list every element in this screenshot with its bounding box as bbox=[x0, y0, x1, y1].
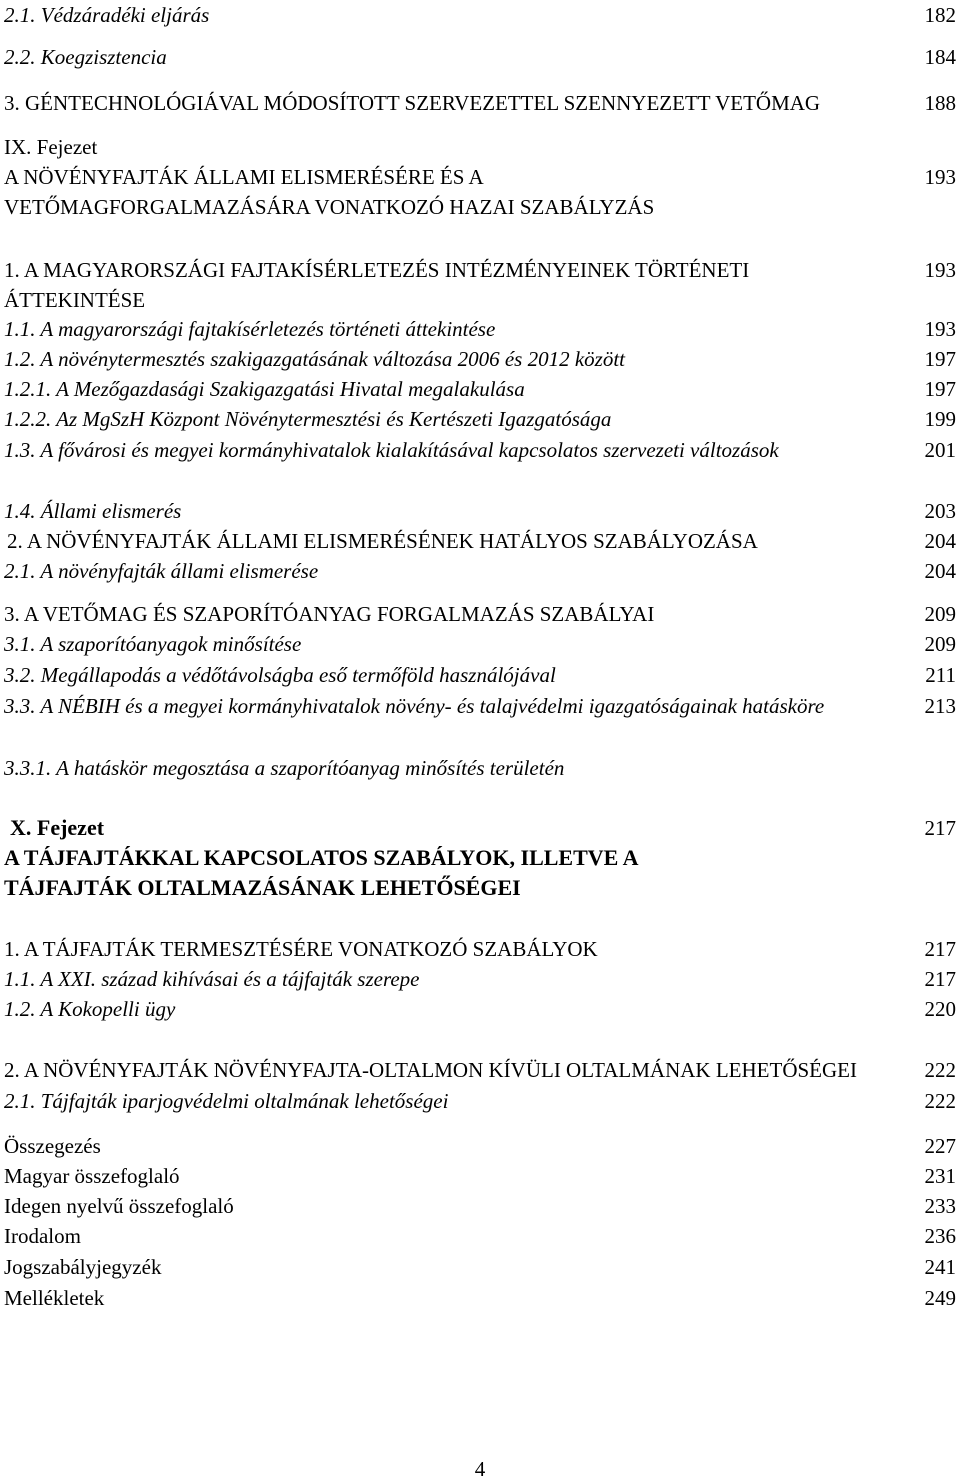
toc-entry-label: 1.1. A XXI. század kihívásai és a tájfajták szerepe bbox=[4, 967, 420, 991]
toc-entry-page: 209 bbox=[924, 602, 956, 626]
toc-entry-page: 193 bbox=[924, 258, 956, 282]
toc-entry-label: 2. A NÖVÉNYFAJTÁK NÖVÉNYFAJTA-OLTALMON KÍVÜLI OLTALMÁNAK LEHETŐSÉGEI bbox=[4, 1058, 857, 1082]
toc-entry-label: 3.3.1. A hatáskör megosztása a szaporítóanyag minősítés területén bbox=[4, 756, 565, 780]
toc-entry-page: 182 bbox=[924, 3, 956, 27]
toc-entry-label: 1.2.2. Az MgSzH Központ Növénytermesztési és Kertészeti Igazgatósága bbox=[4, 407, 612, 431]
toc-entry-page: 249 bbox=[924, 1286, 956, 1310]
toc-entry-page: 197 bbox=[924, 347, 956, 371]
chapter-title-line: A TÁJFAJTÁKKAL KAPCSOLATOS SZABÁLYOK, ILLETVE A bbox=[4, 845, 639, 870]
toc-entry-label: 1.3. A fővárosi és megyei kormányhivatalok kialakításával kapcsolatos szervezeti változások bbox=[4, 438, 779, 462]
toc-entry-page: 204 bbox=[924, 529, 956, 553]
toc-entry-page: 222 bbox=[924, 1058, 956, 1082]
toc-entry-label: 2.1. Tájfajták iparjogvédelmi oltalmának lehetőségei bbox=[4, 1089, 449, 1113]
toc-entry-label: Mellékletek bbox=[4, 1286, 105, 1310]
toc-entry-page: 220 bbox=[924, 997, 956, 1021]
toc-entry-line: ÁTTEKINTÉSE bbox=[4, 288, 146, 312]
toc-entry-page: 193 bbox=[924, 165, 956, 189]
toc-entry-page: 201 bbox=[924, 438, 956, 462]
toc-entry-label: 1.1. A magyarországi fajtakísérletezés történeti áttekintése bbox=[4, 317, 496, 341]
toc-entry-page: 197 bbox=[924, 377, 956, 401]
toc-entry-label: 1. A TÁJFAJTÁK TERMESZTÉSÉRE VONATKOZÓ SZABÁLYOK bbox=[4, 937, 598, 961]
toc-entry-page: 236 bbox=[924, 1224, 956, 1248]
toc-entry-label: 2.1. Védzáradéki eljárás bbox=[4, 3, 210, 27]
toc-entry-label: 1.2. A Kokopelli ügy bbox=[4, 997, 176, 1021]
chapter-title-line: TÁJFAJTÁK OLTALMAZÁSÁNAK LEHETŐSÉGEI bbox=[4, 875, 521, 900]
toc-entry-label: Magyar összefoglaló bbox=[4, 1164, 180, 1188]
toc-entry-label: 3.1. A szaporítóanyagok minősítése bbox=[4, 632, 302, 656]
toc-entry-page: 217 bbox=[924, 967, 956, 991]
toc-entry-label: 1.2.1. A Mezőgazdasági Szakigazgatási Hivatal megalakulása bbox=[4, 377, 525, 401]
toc-entry-label: Jogszabályjegyzék bbox=[4, 1255, 162, 1279]
toc-entry-label bbox=[4, 255, 894, 315]
toc-entry-page: 188 bbox=[924, 91, 956, 115]
toc-entry-label: 1.2. A növénytermesztés szakigazgatásának változása 2006 és 2012 között bbox=[4, 347, 626, 371]
toc-entry-label: 2. A NÖVÉNYFAJTÁK ÁLLAMI ELISMERÉSÉNEK HATÁLYOS SZABÁLYOZÁSA bbox=[7, 529, 758, 553]
toc-entry-label: 3.2. Megállapodás a védőtávolságba eső termőföld használójával bbox=[4, 663, 556, 687]
toc-entry-label bbox=[4, 132, 894, 222]
toc-entry-page: 184 bbox=[924, 45, 956, 69]
toc-entry-page: 211 bbox=[925, 663, 956, 687]
toc-entry-label: 1.4. Állami elismerés bbox=[4, 499, 182, 523]
toc-entry-line: 1. A MAGYARORSZÁGI FAJTAKÍSÉRLETEZÉS INTÉZMÉNYEINEK TÖRTÉNETI bbox=[4, 258, 750, 282]
toc-entry-page: 233 bbox=[924, 1194, 956, 1218]
toc-entry-label: Irodalom bbox=[4, 1224, 81, 1248]
toc-entry-label: 2.2. Koegzisztencia bbox=[4, 45, 167, 69]
toc-entry-page: 222 bbox=[924, 1089, 956, 1113]
toc-entry-label: 3. GÉNTECHNOLÓGIÁVAL MÓDOSÍTOTT SZERVEZETTEL SZENNYEZETT VETŐMAG bbox=[4, 91, 821, 115]
toc-entry-label: X. Fejezet bbox=[10, 815, 105, 840]
toc-entry-page: 241 bbox=[924, 1255, 956, 1279]
toc-entry-page: 213 bbox=[924, 694, 956, 718]
page-number: 4 bbox=[474, 1457, 486, 1481]
chapter-title-line: A NÖVÉNYFAJTÁK ÁLLAMI ELISMERÉSÉRE ÉS A bbox=[4, 165, 484, 189]
chapter-number: IX. Fejezet bbox=[4, 135, 98, 159]
toc-entry-page: 203 bbox=[924, 499, 956, 523]
toc-entry-label: 3. A VETŐMAG ÉS SZAPORÍTÓANYAG FORGALMAZÁS SZABÁLYAI bbox=[4, 602, 655, 626]
toc-entry-page: 217 bbox=[924, 937, 956, 961]
toc-entry-page: 193 bbox=[924, 317, 956, 341]
toc-entry-page: 209 bbox=[924, 632, 956, 656]
chapter-title bbox=[4, 843, 894, 903]
toc-entry-label: 2.1. A növényfajták állami elismerése bbox=[4, 559, 319, 583]
toc-entry-page: 204 bbox=[924, 559, 956, 583]
toc-entry-label: 3.3. A NÉBIH és a megyei kormányhivatalok növény- és talajvédelmi igazgatóságainak hatásköre bbox=[4, 694, 825, 718]
toc-entry-page: 217 bbox=[924, 816, 956, 840]
toc-entry-page: 231 bbox=[924, 1164, 956, 1188]
toc-entry-page: 227 bbox=[924, 1134, 956, 1158]
toc-entry-label: Összegezés bbox=[4, 1134, 101, 1158]
chapter-title-line: VETŐMAGFORGALMAZÁSÁRA VONATKOZÓ HAZAI SZABÁLYZÁS bbox=[4, 195, 655, 219]
toc-entry-page: 199 bbox=[924, 407, 956, 431]
toc-entry-label: Idegen nyelvű összefoglaló bbox=[4, 1194, 234, 1218]
